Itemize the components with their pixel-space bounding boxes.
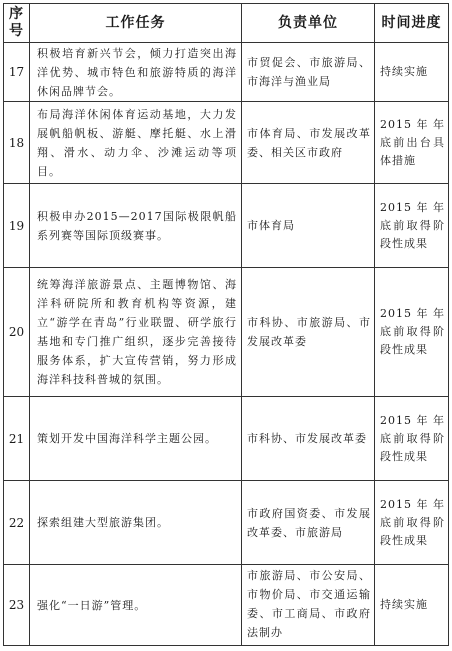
- table-row: [4, 184, 449, 268]
- table-row: [4, 565, 449, 646]
- header-time: 时间进度: [375, 4, 449, 43]
- row-task: 探索组建大型旅游集团。: [30, 481, 242, 565]
- row-time: 2015年年底前取得阶段性成果: [375, 397, 449, 481]
- row-unit-text: 市旅游局、市公安局、市物价局、市交通运输委、市工商局、市政府法制办: [247, 569, 371, 639]
- row-time: 2015年年底前取得阶段性成果: [375, 184, 449, 268]
- row-task: 强化“一日游”管理。: [30, 565, 242, 646]
- row-time: 2015年年底前取得阶段性成果: [375, 268, 449, 397]
- row-number: 22: [4, 481, 30, 565]
- row-task: 积极申办2015—2017国际极限帆船系列赛等国际顶级赛事。: [30, 184, 242, 268]
- row-number: 21: [4, 397, 30, 481]
- row-unit: 市科协、市发展改革委: [242, 397, 375, 481]
- row-time: 持续实施: [375, 565, 449, 646]
- row-unit: 市科协、市旅游局、市发展改革委: [242, 268, 375, 397]
- row-number: 19: [4, 184, 30, 268]
- row-unit: 市贸促会、市旅游局、市海洋与渔业局: [242, 43, 375, 102]
- row-task: 积极培育新兴节会，倾力打造突出海洋优势、城市特色和旅游特质的海洋休闲品牌节会。: [30, 43, 242, 102]
- work-task-table: [3, 3, 449, 646]
- row-unit: [242, 565, 375, 646]
- row-unit: 市体育局: [242, 184, 375, 268]
- table-header-row: [4, 4, 449, 43]
- table-row: [4, 481, 449, 565]
- row-number: 17: [4, 43, 30, 102]
- row-task: 布局海洋休闲体育运动基地，大力发展帆船帆板、游艇、摩托艇、水上滑翔、滑水、动力伞、沙滩运动等项目。: [30, 102, 242, 184]
- header-no: 序号: [4, 4, 30, 43]
- row-unit: 市政府国资委、市发展改革委、市旅游局: [242, 481, 375, 565]
- header-task: 工作任务: [30, 4, 242, 43]
- row-task: 统筹海洋旅游景点、主题博物馆、海洋科研院所和教育机构等资源，建立“游学在青岛”行业联盟、研学旅行基地和专门推广组织，逐步完善接待服务体系，扩大宣传营销，努力形成海洋科技科普城的氛围。: [30, 268, 242, 397]
- row-time: 持续实施: [375, 43, 449, 102]
- row-time: 2015年年底前出台具体措施: [375, 102, 449, 184]
- row-unit: 市体育局、市发展改革委、相关区市政府: [242, 102, 375, 184]
- header-unit: 负责单位: [242, 4, 375, 43]
- table-row: [4, 268, 449, 397]
- row-time: 2015年年底前取得阶段性成果: [375, 481, 449, 565]
- row-number: 20: [4, 268, 30, 397]
- table-row: [4, 43, 449, 102]
- row-number: 18: [4, 102, 30, 184]
- row-number: 23: [4, 565, 30, 646]
- row-task: 策划开发中国海洋科学主题公园。: [30, 397, 242, 481]
- table-row: [4, 102, 449, 184]
- table-row: [4, 397, 449, 481]
